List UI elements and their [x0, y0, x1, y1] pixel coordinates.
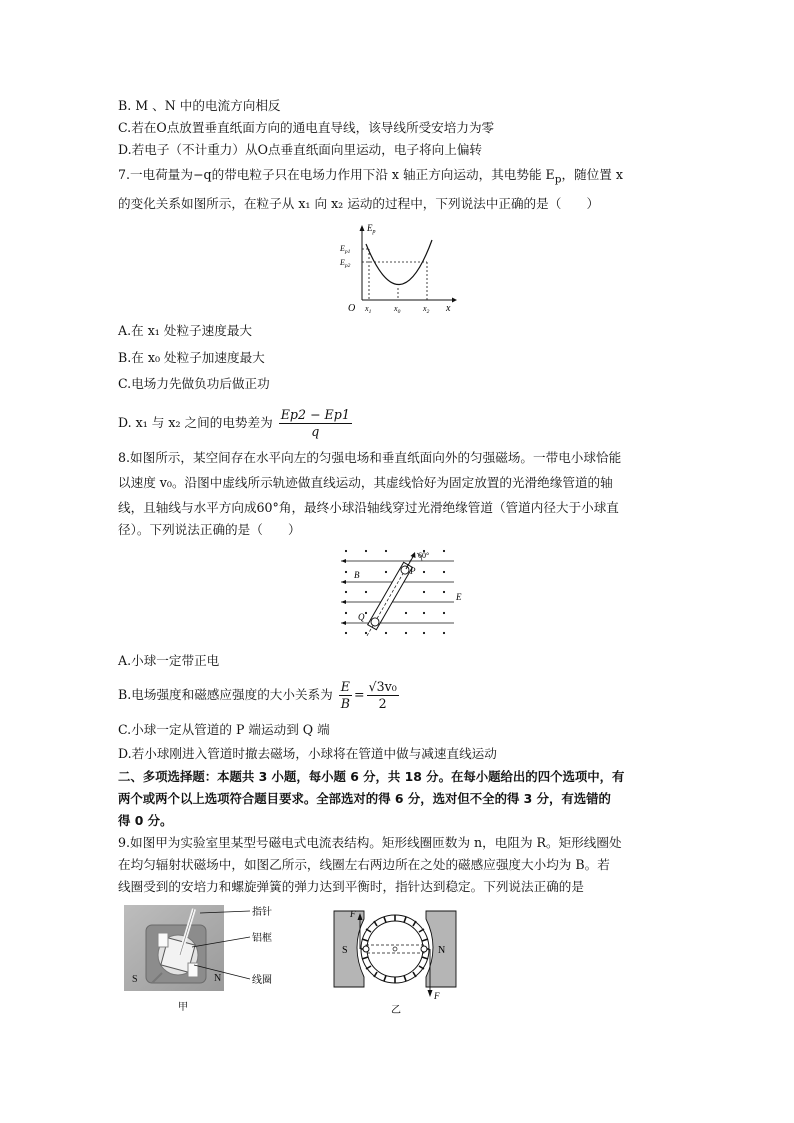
section2-line1: 二、多项选择题：本题共 3 小题，每小题 6 分，共 18 分。在每小题给出的四个选项中，有 [118, 769, 625, 784]
q8-stem-line1: 8.如图所示，某空间存在水平向左的匀强电场和垂直纸面向外的匀强磁场。一带电小球恰能 [118, 450, 622, 465]
q9-stem-line3: 线圈受到的安培力和螺旋弹簧的弹力达到平衡时，指针达到稳定。下列说法正确的是 [118, 879, 584, 894]
section2-line3: 得 0 分。 [118, 813, 173, 828]
lhs-numerator: E [340, 679, 350, 694]
coil-label: 线圈 [252, 975, 272, 986]
svg-text:x0 [393, 304, 401, 314]
force-bottom-label: F [434, 991, 440, 1001]
x2-label: x [423, 304, 427, 313]
lhs-denominator: B [340, 696, 351, 711]
ep-axis-label: E [367, 223, 373, 233]
q8-stem-line2: 以速度 v₀。沿图中虚线所示轨迹做直线运动，其虚线恰好为固定放置的光滑绝缘管道的轴 [118, 475, 613, 490]
q7-stem-end: ，随位置 x [561, 167, 623, 182]
angle-label: 60° [418, 551, 430, 560]
frame-label: 铝框 [252, 933, 272, 944]
ep-axis-sub: p [372, 229, 376, 235]
s-magnet [334, 911, 364, 987]
q9-figure-jia [122, 903, 282, 1015]
x1-label: x [365, 304, 369, 313]
rhs-denominator: 2 [378, 696, 387, 711]
q7-option-c: C.电场力先做负功后做正功 [118, 376, 270, 391]
x0-label: x [394, 304, 398, 313]
q7-option-a: A.在 x₁ 处粒子速度最大 [118, 323, 253, 338]
pointer-label: 指针 [252, 907, 272, 918]
q6-option-c: C.若在O点放置垂直纸面方向的通电直导线，该导线所受安培力为零 [118, 120, 495, 135]
ep1-sub: p1 [344, 249, 351, 255]
x1-sub: 1 [368, 309, 372, 314]
figure-yi-caption: 乙 [391, 1005, 401, 1016]
q7-option-d-fraction [279, 407, 352, 440]
q7-stem-text: 7.一电荷量为−q的带电粒子只在电场力作用下沿 x 轴正方向运动，其电势能 E [118, 167, 555, 182]
q8-field-figure [336, 545, 466, 640]
q7-option-d-text: D. x₁ 与 x₂ 之间的电势差为 [118, 415, 273, 430]
q8-rhs-fraction [367, 679, 399, 712]
origin-label: O [348, 303, 356, 314]
p-label: P [410, 566, 416, 576]
rhs-numerator: √3v₀ [368, 679, 397, 694]
q8-option-b: B.电场强度和磁感应强度的大小关系为 $\frac{E}{B}$ = $\frac{\text{√3v₀}}{2}$ [118, 679, 397, 711]
x0-sub: 0 [397, 309, 401, 314]
ep2-sub: p2 [344, 263, 351, 269]
force-top-label: F [350, 909, 356, 919]
svg-text:x1 [364, 304, 372, 314]
q8-option-a: A.小球一定带正电 [118, 653, 220, 668]
b-label: B [354, 570, 360, 580]
fraction-numerator: Ep2 − Ep1 [280, 407, 350, 422]
x-axis-label: x [446, 303, 451, 314]
ep2-label: E [340, 258, 345, 267]
q7-stem-sub: p [554, 173, 562, 186]
x2-sub: 2 [426, 309, 430, 314]
q8-stem-line4: 径）。下列说法正确的是（ ） [118, 522, 301, 537]
s-pole-label: S [132, 974, 138, 985]
svg-text:Ep2 [339, 258, 351, 269]
section2-line2: 两个或两个以上选项符合题目要求。全部选对的得 6 分，选对但不全的得 3 分，有选错的 [118, 791, 611, 806]
n-pole-label: N [214, 973, 222, 984]
q9-figure-yi [330, 905, 460, 1017]
q7-stem-line2: 的变化关系如图所示，在粒子从 x₁ 向 x₂ 运动的过程中，下列说法中正确的是（ ） [118, 196, 600, 211]
q6-option-b: B. M 、N 中的电流方向相反 [118, 98, 281, 113]
q6-option-d: D.若电子（不计重力）从O点垂直纸面向里运动，电子将向上偏转 [118, 142, 483, 157]
q9-stem-line2: 在均匀辐射状磁场中，如图乙所示，线圈左右两边所在之处的磁感应强度大小均为 B。若 [118, 857, 610, 872]
q8-lhs-fraction [339, 679, 352, 712]
q7-option-b: B.在 x₀ 处粒子加速度最大 [118, 350, 265, 365]
q8-option-c: C.小球一定从管道的 P 端运动到 Q 端 [118, 722, 330, 737]
q-label: Q [358, 612, 365, 622]
q8-option-b-text: B.电场强度和磁感应强度的大小关系为 [118, 687, 333, 702]
svg-text:Ep [366, 223, 376, 235]
figure-jia-caption: 甲 [178, 1002, 188, 1013]
n-label: N [438, 945, 446, 956]
q7-option-d [118, 405, 354, 441]
q7-stem-line1 [118, 166, 623, 189]
e-label: E [456, 592, 462, 602]
svg-text:x2 [422, 304, 430, 314]
q8-option-d: D.若小球刚进入管道时撤去磁场，小球将在管道中做与减速直线运动 [118, 746, 497, 761]
q8-stem-line3: 线，且轴线与水平方向成60°角，最终小球沿轴线穿过光滑绝缘管道（管道内径大于小球直 [118, 500, 619, 515]
q9-stem-line1: 9.如图甲为实验室里某型号磁电式电流表结构。矩形线圈匝数为 n，电阻为 R。矩形线圈处 [118, 835, 622, 850]
s-label: S [342, 945, 348, 956]
ep1-label: E [340, 244, 345, 253]
q7-energy-figure [338, 222, 458, 314]
svg-text:Ep1 [339, 244, 351, 255]
fraction-denominator: q [311, 424, 320, 439]
